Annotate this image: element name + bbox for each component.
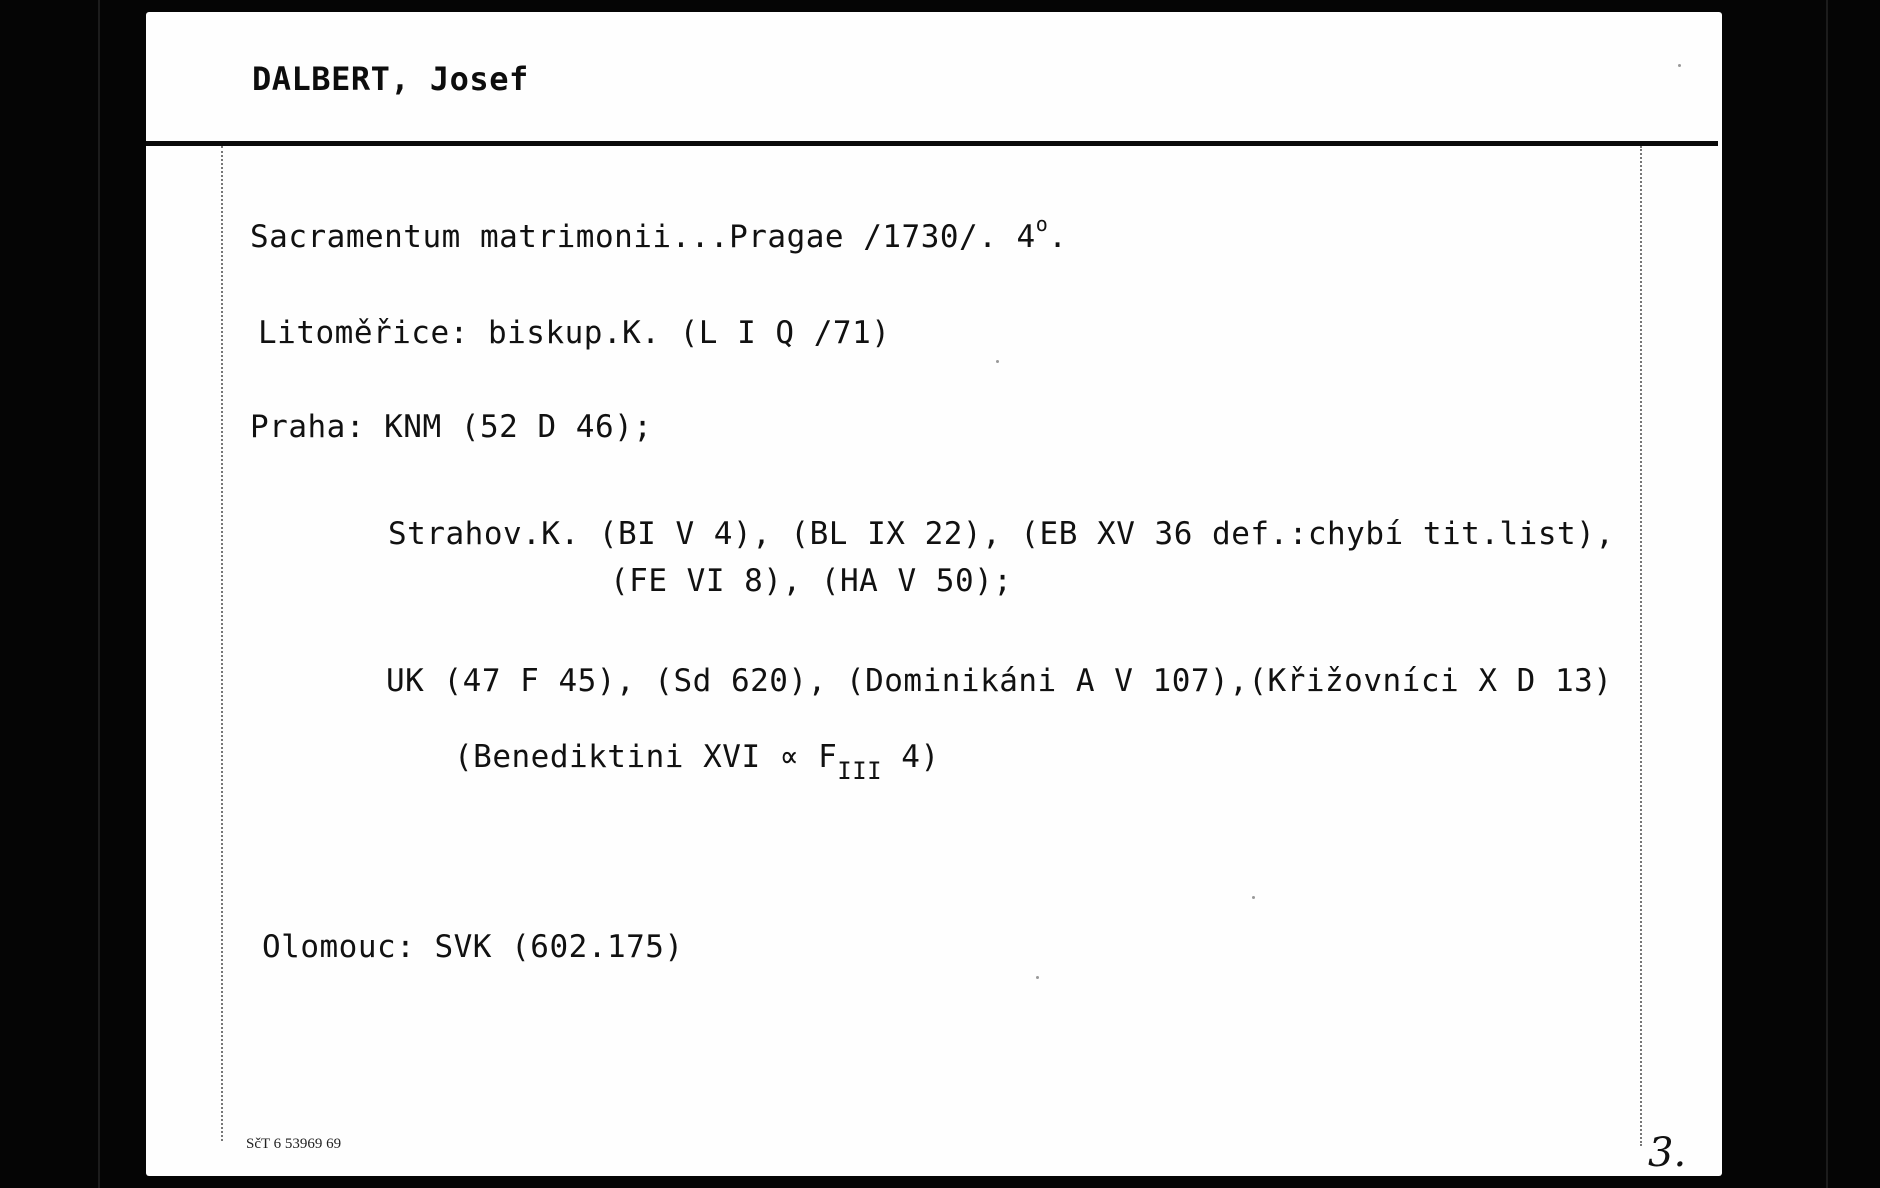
holding-benediktini	[454, 739, 940, 785]
scan-edge-left	[98, 0, 100, 1188]
card-heading: DALBERT, Josef	[252, 60, 529, 98]
title-superscript: o	[1035, 212, 1049, 236]
holding-olomouc: Olomouc: SVK (602.175)	[262, 929, 684, 965]
left-margin-line	[221, 146, 223, 1141]
speck	[1252, 896, 1255, 899]
holding-strahov-line2: (FE VI 8), (HA V 50);	[610, 563, 1013, 599]
speck	[996, 360, 999, 363]
holding-strahov-line1: Strahov.K. (BI V 4), (BL IX 22), (EB XV 36 def.:chybí tit.list),	[388, 516, 1615, 552]
title-text: Sacramentum matrimonii...Pragae /1730/. 4	[250, 219, 1036, 255]
catalog-card	[146, 12, 1722, 1176]
print-code: SčT 6 53969 69	[246, 1136, 342, 1152]
card-number: 3.	[1648, 1130, 1687, 1176]
heading-rule	[146, 141, 1718, 146]
scan-edge-right	[1826, 0, 1828, 1188]
speck	[1678, 64, 1681, 67]
holding-uk: UK (47 F 45), (Sd 620), (Dominikáni A V 107),(Křižovníci X D 13)	[386, 663, 1613, 699]
benediktini-subscript: III	[837, 757, 883, 785]
benediktini-text: (Benediktini XVI ∝ F	[454, 739, 838, 775]
speck	[1036, 976, 1039, 979]
holding-litomerice: Litoměřice: biskup.K. (L I Q /71)	[258, 315, 891, 351]
benediktini-tail: 4)	[882, 739, 940, 775]
holding-praha: Praha: KNM (52 D 46);	[250, 409, 653, 445]
title-line	[250, 212, 1067, 255]
title-tail: .	[1048, 219, 1068, 255]
right-margin-line	[1640, 146, 1642, 1146]
